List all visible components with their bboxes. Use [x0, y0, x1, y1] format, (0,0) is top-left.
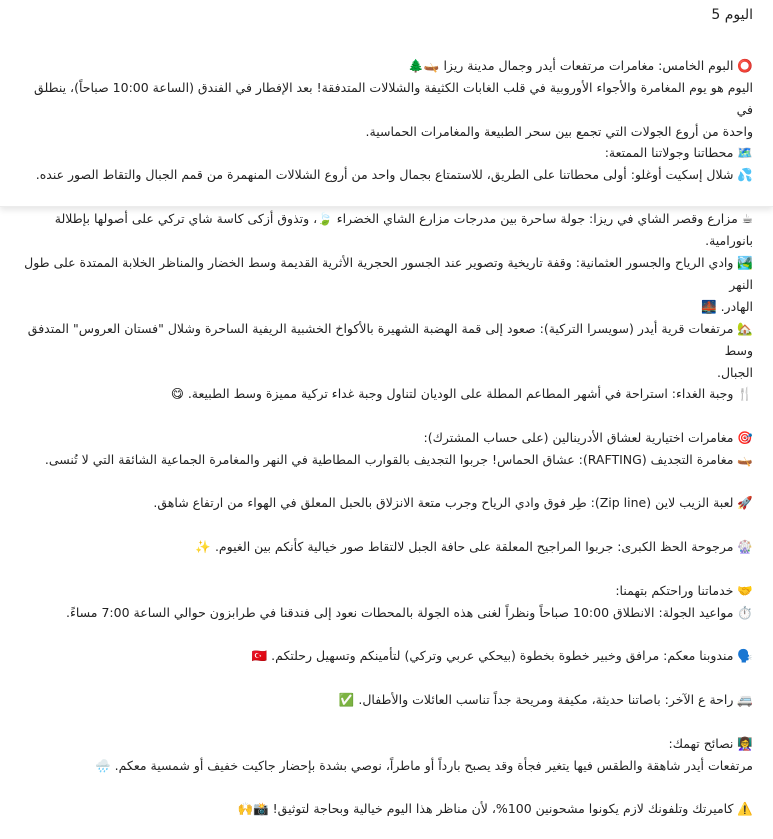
target-icon: 🎯 [737, 430, 753, 445]
optional-item: 🛶مغامرة التجديف (RAFTING): عشاق الحماس! جربوا التجديف بالقوارب المطاطية في النهر والمغامرة الجماعية الشائقة التي لا تُنسى. [20, 449, 753, 471]
intro-heading-line [20, 55, 753, 77]
ferris-wheel-icon: 🎡 [737, 539, 753, 554]
warning-icon: ⚠️ [737, 801, 753, 816]
stop-item: 🍴وجبة الغداء: استراحة في أشهر المطاعم المطلة على الوديان لتناول وجبة غداء تركية مميزة وسط الطبيعة. 😋 [20, 383, 753, 405]
stop-item: 🏞️وادي الرياح والجسور العثمانية: وقفة تاريخية وتصوير عند الجسور الحجرية الأثرية القديمة وسط الخضار والمناظر الخلابة الممتدة على طول النهر الهادر. 🌉 [20, 252, 753, 318]
service-item: ⏱️مواعيد الجولة: الانطلاق 10:00 صباحاً ونظراً لغنى هذه الجولة بالمحطات نعود إلى فندقنا في طرابزون حوالي الساعة 7:00 مساءً. [20, 602, 753, 624]
coffee-icon: ☕ [741, 211, 753, 226]
rocket-icon: 🚀 [737, 495, 753, 510]
stop-item: 🏡مرتفعات قرية أيدر (سويسرا التركية): صعود إلى قمة الهضبة الشهيرة بالأكواخ الخشبية الريفية الساحرة وشلال "فستان العروس" المتدفق وسط الجبال. [20, 318, 753, 384]
tips-heading: نصائح تهمك: [668, 736, 734, 751]
stop-item: 💦شلال إسكيت أوغلو: أولى محطاتنا على الطريق، للاستمتاع بجمال واحد من أروع الشلالات المنهمرة من قمم الجبال والتقاط الصور عنده. [20, 164, 753, 186]
canoe-icon: 🛶 [737, 452, 753, 467]
teacher-icon: 👩‍🏫 [737, 736, 753, 751]
tip-item: مرتفعات أيدر شاهقة والطقس فيها يتغير فجأة وقد يصبح بارداً أو ماطراً، نوصي بشدة بإحضار جاكيت خفيف أو شمسية معكم. 🌧️ [95, 758, 753, 773]
landscape-icon: 🏞️ [737, 255, 753, 270]
circle-icon: ⭕ [737, 58, 753, 73]
optional-item: 🚀لعبة الزيب لاين (Zip line): طِر فوق وادي الرياح وجرب متعة الانزلاق بالحبل المعلق في الهواء من ارتفاع شاهق. [20, 492, 753, 514]
optional-item: 🎡مرجوحة الحظ الكبرى: جربوا المراجيح المعلقة على حافة الجبل لالتقاط صور خيالية كأنكم بين الغيوم. ✨ [20, 536, 753, 558]
stop-item: ☕مزارع وقصر الشاي في ريزا: جولة ساحرة بين مدرجات مزارع الشاي الخضراء 🍃، وتذوق أزكى كاسة شاي تركي على أصولها بإطلالة بانورامية. [20, 208, 753, 252]
speaking-head-icon: 🗣️ [737, 648, 753, 663]
stopwatch-icon: ⏱️ [737, 605, 753, 620]
handshake-icon: 🤝 [737, 583, 753, 598]
minibus-icon: 🚐 [737, 692, 753, 707]
map-icon: 🗺️ [737, 145, 753, 160]
services-section [20, 580, 753, 624]
intro-heading: البوم الخامس: مغامرات مرتفعات أيدر وجمال مدينة ريزا [443, 58, 734, 73]
service-item: 🚐راحة ع الآخر: باصاتنا حديثة، مكيفة ومريحة جداً تناسب العائلات والأطفال. ✅ [20, 689, 753, 711]
warning-item: ⚠️كاميرتك وتلفونك لازم يكونوا مشحونين 100%، لأن مناظر هذا اليوم خيالية وبحاجة لتوثيق! 📸🙌 [20, 798, 753, 820]
stops-section [20, 142, 753, 186]
services-heading: خدماتنا وراحتكم بتهمنا: [615, 583, 734, 598]
stops-heading-line [20, 142, 753, 164]
intro-body-line2: واحدة من أروع الجولات التي تجمع بين سحر الطبيعة والمغامرات الحماسية. [365, 124, 753, 139]
intro-section [20, 55, 753, 143]
droplets-icon: 💦 [737, 167, 753, 182]
tips-section [20, 733, 753, 777]
stops-heading: محطاتنا وجولاتنا الممتعة: [604, 145, 734, 160]
optional-heading: مغامرات اختيارية لعشاق الأدرينالين (على حساب المشترك): [423, 430, 734, 445]
optional-section [20, 427, 753, 471]
house-icon: 🏡 [737, 321, 753, 336]
intro-body-line1: اليوم هو يوم المغامرة والأجواء الأوروبية في قلب الغابات الكثيفة والشلالات المتدفقة! بعد الإفطار في الفندق (الساعة 10:00 صباحاً)، ينطلق في [34, 80, 753, 117]
service-item: 🗣️مندوبنا معكم: مرافق وخبير خطوة بخطوة (بيحكي عربي وتركي) لتأمينكم وتسهيل رحلتكم. 🇹🇷 [20, 645, 753, 667]
day-title: اليوم 5 [711, 7, 753, 23]
boat-tree-icon: 🛶🌲 [408, 58, 440, 73]
fork-knife-icon: 🍴 [737, 386, 753, 401]
